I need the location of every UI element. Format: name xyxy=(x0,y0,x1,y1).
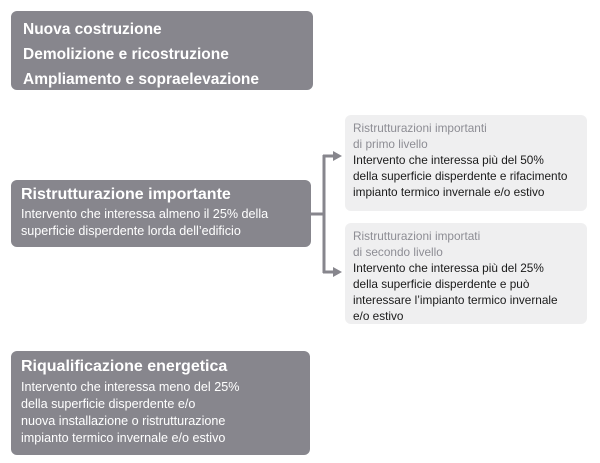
box-primo-desc-2: della superficie disperdente e rifacimento xyxy=(353,169,568,183)
box-primo-desc-3: impianto termico invernale e/o estivo xyxy=(353,185,545,199)
box-nuova-line-2: Demolizione e ricostruzione xyxy=(23,46,229,63)
box-secondo-desc-3: interessare l’impianto termico invernale xyxy=(353,293,558,307)
box-secondo-desc-2: della superficie disperdente e può xyxy=(353,277,530,291)
box-secondo-desc-4: e/o estivo xyxy=(353,309,404,323)
box-ristrutturazione-title: Ristrutturazione importante xyxy=(21,186,231,203)
box-secondo-desc-1: Intervento che interessa più del 25% xyxy=(353,261,544,275)
box-ristrutturazione-desc-1: Intervento che interessa almeno il 25% della xyxy=(21,207,269,221)
arrow-upper-icon xyxy=(333,151,342,161)
box-nuova-line-1: Nuova costruzione xyxy=(23,21,162,38)
box-primo-subtitle-1: Ristrutturazioni importanti xyxy=(353,121,487,135)
arrow-lower-icon xyxy=(333,267,342,277)
box-riqualificazione-desc-4: impianto termico invernale e/o estivo xyxy=(21,431,226,445)
box-nuova-line-3: Ampliamento e sopraelevazione xyxy=(23,71,260,88)
box-riqualificazione-desc-2: della superficie disperdente e/o xyxy=(21,397,196,411)
box-secondo-subtitle-1: Ristrutturazioni importati xyxy=(353,229,481,243)
box-secondo-subtitle-2: di secondo livello xyxy=(353,245,443,259)
box-ristrutturazione-desc-2: superficie disperdente lorda dell’edificio xyxy=(21,224,241,238)
box-riqualificazione-desc-3: nuova installazione o ristrutturazione xyxy=(21,414,226,428)
box-primo-desc-1: Intervento che interessa più del 50% xyxy=(353,153,544,167)
box-riqualificazione-desc-1: Intervento che interessa meno del 25% xyxy=(21,380,240,394)
box-primo-subtitle-2: di primo livello xyxy=(353,137,428,151)
box-riqualificazione-title: Riqualificazione energetica xyxy=(21,358,228,375)
